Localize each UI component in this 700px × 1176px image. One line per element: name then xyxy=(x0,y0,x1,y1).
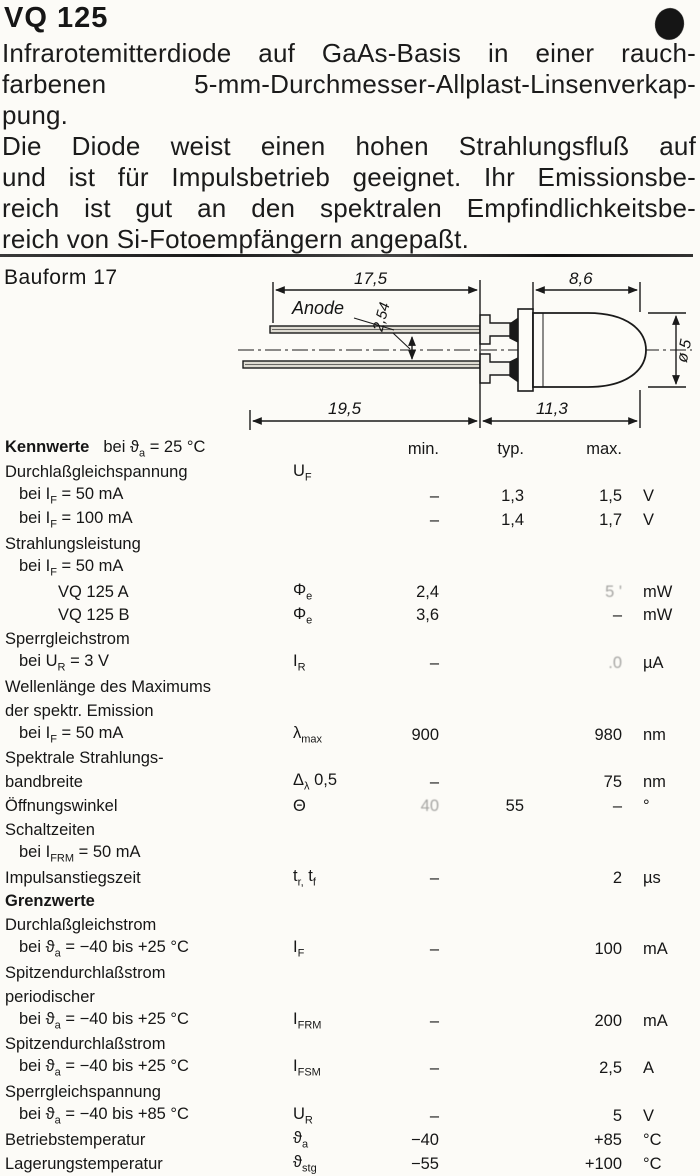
param-label: der spektr. Emission xyxy=(5,701,154,720)
unit: mA xyxy=(643,1011,668,1030)
min-value: – xyxy=(429,487,439,506)
param-label: Sperrgleichstrom xyxy=(5,630,130,649)
anode-label: Anode xyxy=(292,298,345,318)
param-label: Schaltzeiten xyxy=(5,820,95,839)
symbol: Θ xyxy=(293,797,306,816)
dim-8-6-label: 8,6 xyxy=(569,269,593,288)
lens-body xyxy=(533,313,646,387)
dim-17-5-label: 17,5 xyxy=(354,269,388,288)
table-row xyxy=(0,914,700,938)
table-row xyxy=(0,747,700,771)
min-value: – xyxy=(429,654,439,673)
max-value: 5 ' xyxy=(605,582,622,601)
min-value: – xyxy=(429,1059,439,1078)
col-header-min: min. xyxy=(407,439,439,458)
min-value: – xyxy=(429,1106,439,1125)
symbol: $\Phi_e$ xyxy=(293,580,313,603)
unit: A xyxy=(643,1059,655,1078)
table-row xyxy=(0,890,700,914)
param-label: Öffnungswinkel xyxy=(5,797,118,816)
symbol: $U_F$ xyxy=(293,461,312,483)
table-row xyxy=(0,699,700,723)
intro-paragraph-2 xyxy=(2,131,696,255)
table-row xyxy=(0,675,700,699)
min-value: 2,4 xyxy=(416,582,439,601)
max-value: 2,5 xyxy=(599,1059,622,1078)
param-label: bei $I_F = 50$ mA xyxy=(19,556,124,579)
unit: µA xyxy=(643,654,664,673)
symbol: $\lambda_{max}$ xyxy=(293,723,323,745)
paragraph-line: und ist für Impulsbetrieb geeignet. Ihr Emissionsbe- xyxy=(2,162,696,192)
unit: V xyxy=(643,487,655,506)
param-label: bei $I_{FRM} = 50$ mA xyxy=(19,842,141,865)
table-row xyxy=(0,842,700,866)
param-label: Sperrgleichspannung xyxy=(5,1083,161,1102)
table-row xyxy=(0,1104,700,1128)
pitch-leader xyxy=(393,333,410,349)
paragraph-line: reich von Si-Fotoempfängern angepaßt. xyxy=(2,224,469,254)
table-row xyxy=(0,723,700,747)
symbol: $I_{FRM}$ xyxy=(293,1009,322,1031)
col-header-max: max. xyxy=(586,439,622,458)
param-label: Impulsanstiegszeit xyxy=(5,868,141,887)
min-value: −40 xyxy=(411,1130,439,1149)
param-label: bei $ϑ_a = -40$ bis +85 °C xyxy=(19,1104,189,1127)
min-value: – xyxy=(429,511,439,530)
dim-diameter-label: ø 5 xyxy=(673,337,696,365)
param-label: Grenzwerte xyxy=(5,892,95,911)
table-row xyxy=(0,1057,700,1081)
typ-value: 1,4 xyxy=(501,511,524,530)
unit: mW xyxy=(643,582,673,601)
table-row xyxy=(0,485,700,509)
max-value: +85 xyxy=(594,1130,622,1149)
param-label: Spitzendurchlaßstrom xyxy=(5,963,166,982)
param-label: bei $ϑ_a = -40$ bis +25 °C xyxy=(19,1057,189,1079)
min-value: – xyxy=(429,868,439,887)
param-label: bei $U_R = 3$ V xyxy=(19,652,110,674)
param-label: Lagerungstemperatur xyxy=(5,1154,163,1173)
unit: mA xyxy=(643,940,668,959)
param-label: Wellenlänge des Maximums xyxy=(5,677,212,696)
min-value: 3,6 xyxy=(416,606,439,625)
table-row xyxy=(0,556,700,580)
table-row xyxy=(0,937,700,961)
max-value: 75 xyxy=(603,773,622,792)
package-outline-drawing xyxy=(236,262,700,432)
paragraph-line: reich ist gut an den spektralen Empfindlichkeitsbe- xyxy=(2,193,696,223)
param-label: Durchlaßgleichstrom xyxy=(5,916,157,935)
min-value: 40 xyxy=(420,797,439,816)
symbol: $I_R$ xyxy=(293,652,306,674)
section-divider xyxy=(0,254,693,257)
dim-19-5-label: 19,5 xyxy=(328,399,362,418)
table-row xyxy=(0,628,700,652)
min-value: 900 xyxy=(411,725,439,744)
kennwerte-heading: Kennwerte bei $ϑ_a = 25$ °C xyxy=(5,437,206,460)
table-row xyxy=(0,985,700,1009)
table-row xyxy=(0,1128,700,1152)
min-value: – xyxy=(429,773,439,792)
param-label: bei $I_F = 100$ mA xyxy=(19,509,133,531)
max-value: 980 xyxy=(594,725,622,744)
unit: V xyxy=(643,1106,655,1125)
pin-detail xyxy=(480,315,520,383)
symbol: $I_F$ xyxy=(293,938,305,960)
table-row xyxy=(0,1152,700,1176)
intro-paragraph-1 xyxy=(2,38,696,131)
param-label: bandbreite xyxy=(5,773,83,792)
table-row xyxy=(0,1033,700,1057)
param-label: bei $ϑ_a = -40$ bis +25 °C xyxy=(19,1009,189,1031)
max-value: 200 xyxy=(594,1011,622,1030)
kennwerte-grenzwerte-table xyxy=(0,437,700,1176)
unit: mW xyxy=(643,606,673,625)
unit: nm xyxy=(643,725,666,744)
typ-value: 55 xyxy=(505,797,524,816)
max-value: – xyxy=(612,797,622,816)
max-value: 100 xyxy=(594,940,622,959)
param-label: periodischer xyxy=(5,987,95,1006)
table-row xyxy=(0,1080,700,1104)
max-value: 2 xyxy=(612,868,622,887)
paragraph-line: Die Diode weist einen hohen Strahlungsfluß auf xyxy=(2,131,696,161)
max-value: – xyxy=(612,606,622,625)
unit: µs xyxy=(643,868,661,887)
min-value: – xyxy=(429,1011,439,1030)
symbol: $U_R$ xyxy=(293,1104,313,1127)
param-label: Betriebstemperatur xyxy=(5,1130,146,1149)
param-label: Spitzendurchlaßstrom xyxy=(5,1035,166,1054)
unit: °C xyxy=(643,1154,662,1173)
param-label: VQ 125 B xyxy=(58,606,130,625)
dim-pitch-label: 2,54 xyxy=(369,300,394,334)
table-row xyxy=(0,961,700,985)
table-row xyxy=(0,532,700,556)
param-label: bei $I_F = 50$ mA xyxy=(19,723,124,745)
symbol: $\Phi_e$ xyxy=(293,604,313,626)
table-row xyxy=(0,580,700,604)
symbol: $ϑ_a$ xyxy=(293,1128,309,1151)
paragraph-line: farbenen 5-mm-Durchmesser-Allplast-Linsenverkap- xyxy=(2,69,696,99)
table-row xyxy=(0,651,700,675)
table-row xyxy=(0,794,700,818)
table-row xyxy=(0,1009,700,1033)
param-label: VQ 125 A xyxy=(58,582,129,601)
paragraph-line: Infrarotemitterdiode auf GaAs-Basis in einer rauch- xyxy=(2,38,696,68)
max-value: +100 xyxy=(584,1154,622,1173)
bauform-caption: Bauform 17 xyxy=(4,266,118,289)
col-header-typ: typ. xyxy=(497,439,524,458)
max-value: 1,7 xyxy=(599,511,622,530)
table-row xyxy=(0,771,700,795)
symbol: $ϑ_{stg}$ xyxy=(293,1152,317,1174)
max-value: 1,5 xyxy=(599,487,622,506)
table-row xyxy=(0,866,700,890)
symbol: $I_{FSM}$ xyxy=(293,1057,321,1079)
param-label: Spektrale Strahlungs- xyxy=(5,749,164,768)
unit: nm xyxy=(643,773,666,792)
param-label: Strahlungsleistung xyxy=(5,534,141,553)
unit: ° xyxy=(643,797,650,816)
unit: V xyxy=(643,511,655,530)
table-row xyxy=(0,508,700,532)
table-header xyxy=(0,437,700,461)
symbol: $\Delta_\lambda$ 0,5 xyxy=(293,771,338,793)
unit: °C xyxy=(643,1130,662,1149)
max-value: .0 xyxy=(608,654,622,673)
page-title: VQ 125 xyxy=(4,2,109,34)
min-value: – xyxy=(429,940,439,959)
typ-value: 1,3 xyxy=(501,487,524,506)
paragraph-line: pung. xyxy=(2,100,69,130)
table-row xyxy=(0,461,700,485)
table-row xyxy=(0,604,700,628)
dim-11-3-label: 11,3 xyxy=(536,399,568,418)
param-label: bei $ϑ_a = -40$ bis +25 °C xyxy=(19,938,189,960)
flange xyxy=(518,309,533,391)
min-value: −55 xyxy=(411,1154,439,1173)
table-row xyxy=(0,818,700,842)
param-label: bei $I_F = 50$ mA xyxy=(19,485,124,507)
max-value: 5 xyxy=(612,1106,622,1125)
param-label: Durchlaßgleichspannung xyxy=(5,463,188,482)
symbol: $t_{r,}$ $t_f$ xyxy=(293,866,316,888)
